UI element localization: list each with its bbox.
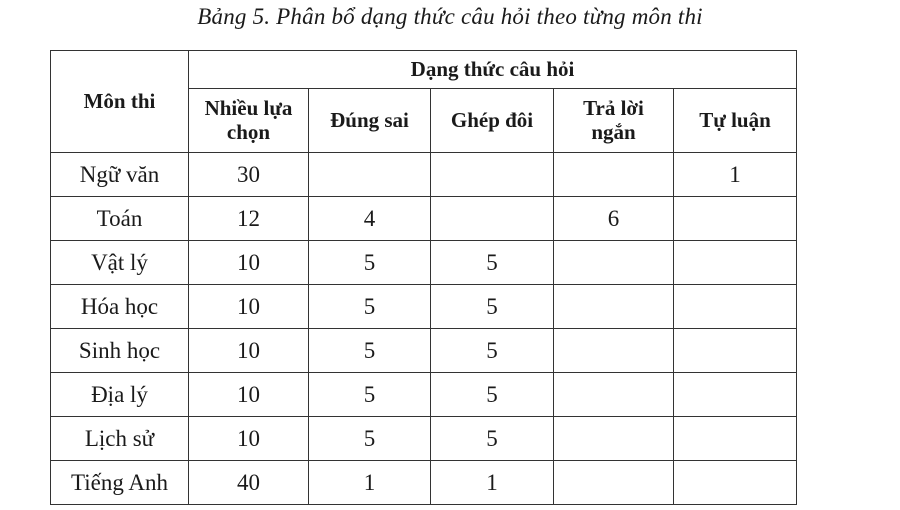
column-header-essay: Tự luận (674, 89, 797, 153)
value-cell: 5 (309, 329, 431, 373)
value-cell: 1 (309, 461, 431, 505)
value-cell (554, 241, 674, 285)
table-row (51, 285, 797, 329)
table-body (51, 153, 797, 505)
table-row (51, 373, 797, 417)
value-cell: 10 (189, 285, 309, 329)
value-cell (431, 197, 554, 241)
table-caption: Bảng 5. Phân bổ dạng thức câu hỏi theo từng môn thi (197, 4, 703, 29)
value-cell: 4 (309, 197, 431, 241)
value-cell: 1 (431, 461, 554, 505)
value-cell: 1 (674, 153, 797, 197)
subject-cell: Vật lý (51, 241, 189, 285)
table-row (51, 461, 797, 505)
value-cell: 5 (431, 373, 554, 417)
value-cell (674, 241, 797, 285)
question-format-table (50, 50, 797, 505)
value-cell (554, 329, 674, 373)
value-cell: 10 (189, 373, 309, 417)
table-row (51, 417, 797, 461)
value-cell: 5 (309, 285, 431, 329)
column-header-short-answer: Trả lời ngắn (554, 89, 674, 153)
column-header-multiple-choice: Nhiều lựa chọn (189, 89, 309, 153)
value-cell (674, 197, 797, 241)
value-cell (554, 285, 674, 329)
table-row (51, 241, 797, 285)
value-cell: 12 (189, 197, 309, 241)
table-row (51, 197, 797, 241)
value-cell (674, 461, 797, 505)
subject-column-header: Môn thi (51, 51, 189, 153)
value-cell (674, 373, 797, 417)
subject-cell: Sinh học (51, 329, 189, 373)
table-row (51, 329, 797, 373)
value-cell (554, 417, 674, 461)
value-cell: 30 (189, 153, 309, 197)
value-cell (431, 153, 554, 197)
value-cell: 5 (309, 417, 431, 461)
value-cell: 5 (431, 329, 554, 373)
subject-cell: Địa lý (51, 373, 189, 417)
value-cell (554, 153, 674, 197)
subject-cell: Ngữ văn (51, 153, 189, 197)
column-header-matching: Ghép đôi (431, 89, 554, 153)
value-cell (309, 153, 431, 197)
value-cell: 6 (554, 197, 674, 241)
value-cell: 10 (189, 241, 309, 285)
value-cell: 5 (309, 241, 431, 285)
subject-cell: Toán (51, 197, 189, 241)
table-row (51, 153, 797, 197)
value-cell (554, 461, 674, 505)
value-cell (674, 285, 797, 329)
value-cell (674, 329, 797, 373)
subject-cell: Tiếng Anh (51, 461, 189, 505)
value-cell: 5 (431, 285, 554, 329)
value-cell: 10 (189, 329, 309, 373)
value-cell: 40 (189, 461, 309, 505)
value-cell: 10 (189, 417, 309, 461)
value-cell (674, 417, 797, 461)
value-cell (554, 373, 674, 417)
subject-cell: Lịch sử (51, 417, 189, 461)
column-header-true-false: Đúng sai (309, 89, 431, 153)
subject-cell: Hóa học (51, 285, 189, 329)
value-cell: 5 (431, 417, 554, 461)
question-format-group-header: Dạng thức câu hỏi (189, 51, 797, 89)
value-cell: 5 (309, 373, 431, 417)
value-cell: 5 (431, 241, 554, 285)
